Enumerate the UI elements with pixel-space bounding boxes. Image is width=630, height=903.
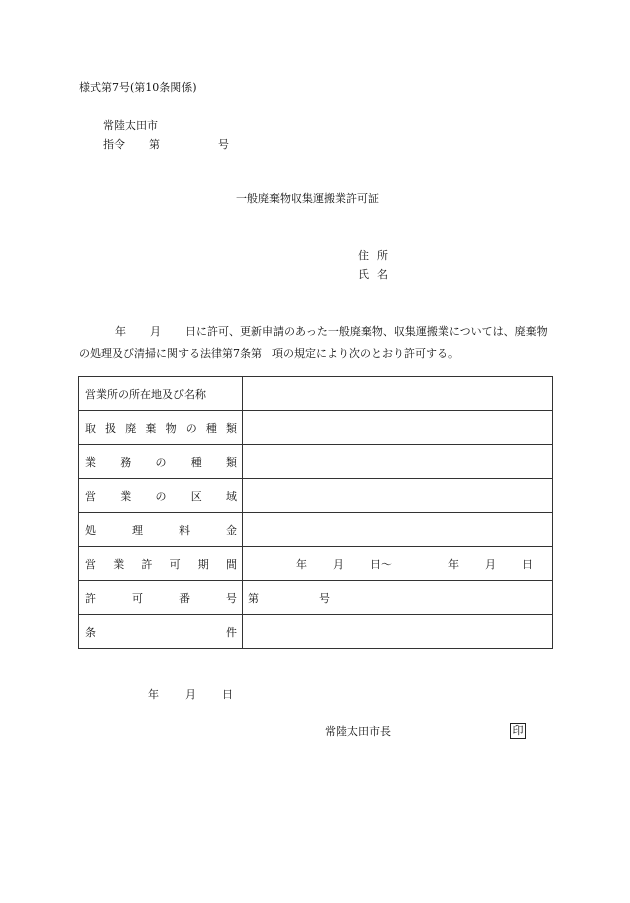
row-value[interactable] [243,513,553,547]
label-char: 種 [205,421,217,435]
label-char: 許 [141,557,153,571]
directive-prefix: 指令 [103,138,125,151]
period-month-2: 月 [485,557,496,571]
statement-year: 年 [115,325,126,338]
row-label-text [85,624,237,640]
label-char: 類 [225,421,237,435]
label-char: 域 [226,489,237,503]
table-row [79,547,553,581]
row-label-text [85,556,237,572]
label-char: 番 [179,591,190,605]
label-char: 件 [226,625,237,639]
label-char: 間 [225,557,237,571]
statement-text-2: 項の規定により次のとおり許可する。 [272,347,459,360]
label-char: の [155,489,167,503]
row-label [79,581,243,615]
row-label [79,445,243,479]
issue-date-line [148,688,233,702]
label-char: 業 [120,489,132,503]
issue-day: 日 [222,688,233,701]
label-char: 処 [85,523,96,537]
label-char: 営 [85,489,96,503]
permit-details-table [78,376,553,649]
permit-statement [79,321,555,365]
label-char: 業 [113,557,125,571]
label-char: 務 [120,455,132,469]
document-title: 一般廃棄物収集運搬業許可証 [236,192,379,205]
label-char: 期 [197,557,209,571]
row-label-text [85,386,237,402]
table-row [79,479,553,513]
period-year-1: 年 [296,557,307,571]
period-year-2: 年 [448,557,459,571]
label-char: 可 [169,557,181,571]
label-char: 業 [85,455,96,469]
label-char: 営業所の所在地及び名称 [85,387,206,401]
row-value[interactable] [243,581,553,615]
row-label-text [85,522,237,538]
row-label [79,411,243,445]
label-char: 類 [226,455,237,469]
label-char: 扱 [105,421,117,435]
table-row [79,581,553,615]
label-char: 種 [190,455,202,469]
table-row [79,513,553,547]
directive-number-line [103,138,229,152]
table-row [79,377,553,411]
label-char: 可 [132,591,143,605]
table-row [79,615,553,649]
row-label-text [85,420,237,436]
permit-number [248,590,552,606]
permit-no-go: 号 [319,591,330,605]
label-char: 金 [226,523,237,537]
form-number: 様式第7号(第10条関係) [79,81,197,94]
table-row [79,445,553,479]
issue-month: 月 [185,688,196,701]
period-day-1-tilde: 日〜 [370,557,392,571]
mayor-title: 常陸太田市長 [325,725,391,738]
label-char: 号 [226,591,237,605]
row-label-text [85,488,237,504]
row-label [79,615,243,649]
label-char: 棄 [145,421,157,435]
row-value[interactable] [243,615,553,649]
label-char: 取 [85,421,96,435]
seal-mark: 印 [510,723,526,739]
permit-period [248,556,552,572]
statement-text-1: 日に許可、更新申請のあった一般廃棄物、収集運搬業については、廃棄物の処理及び清掃に関する法律第7条第 [79,325,548,360]
row-value[interactable] [243,547,553,581]
label-char: 区 [190,489,202,503]
label-char: 条 [85,625,96,639]
directive-no-label: 第 [149,138,160,151]
row-label [79,547,243,581]
period-day-2: 日 [522,557,533,571]
label-char: 営 [85,557,96,571]
label-char: 料 [179,523,190,537]
issue-year: 年 [148,688,159,701]
row-label [79,377,243,411]
period-month-1: 月 [333,557,344,571]
label-char: の [185,421,197,435]
permit-no-dai: 第 [248,591,259,605]
statement-month: 月 [150,325,161,338]
issuer-city: 常陸太田市 [103,119,158,132]
row-label [79,479,243,513]
row-label-text [85,454,237,470]
row-value[interactable] [243,445,553,479]
row-value[interactable] [243,411,553,445]
label-char: 廃 [125,421,137,435]
row-label [79,513,243,547]
label-char: 許 [85,591,96,605]
row-value[interactable] [243,377,553,411]
label-char: の [155,455,167,469]
name-label: 氏名 [358,268,396,281]
row-value[interactable] [243,479,553,513]
row-label-text [85,590,237,606]
table-row [79,411,553,445]
label-char: 物 [165,421,177,435]
address-label: 住所 [358,249,396,262]
label-char: 理 [132,523,143,537]
directive-go: 号 [218,138,229,151]
